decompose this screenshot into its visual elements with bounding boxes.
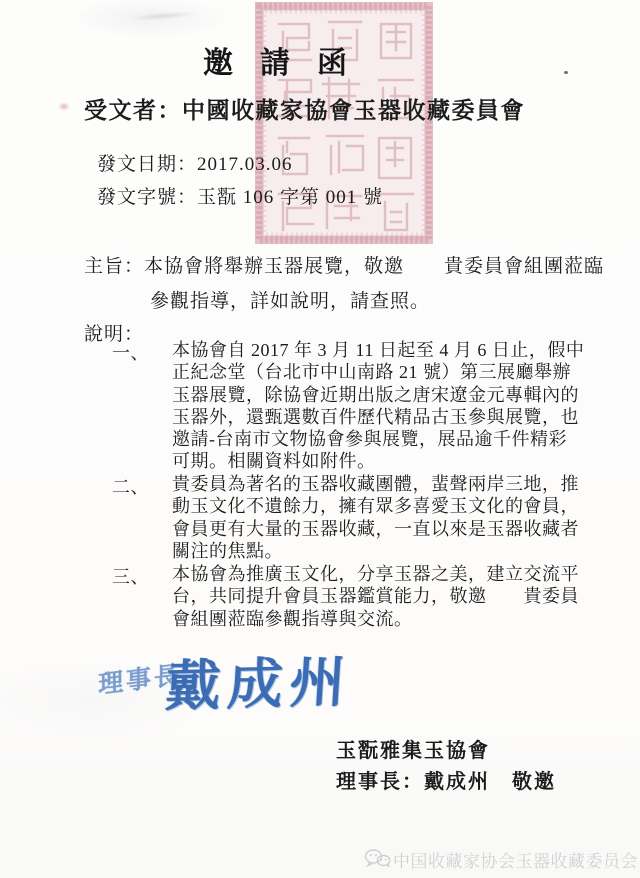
- wechat-icon: [364, 849, 391, 867]
- item-line: 玉器展覽，除協會近期出版之唐宋遼金元專輯內的: [172, 384, 579, 405]
- issue-date-label: 發文日期：: [97, 154, 198, 175]
- recipient-line: 受文者：中國收藏家協會玉器收藏委員會: [84, 98, 525, 123]
- reference-number-value: 玉翫 106 字第 001 號: [197, 187, 384, 208]
- item-number: 一、: [112, 343, 149, 363]
- item-number: 三、: [112, 567, 149, 587]
- item-text: [172, 473, 640, 562]
- pink-ink-speck: [58, 102, 70, 111]
- item-line: 本協會為推廣玉文化，分享玉器之美，建立交流平: [172, 564, 579, 584]
- issue-date-value: 2017.03.06: [197, 154, 293, 175]
- item-line: 台，共同提升會員玉器鑑賞能力，敬邀 貴委員: [172, 586, 579, 607]
- item-line: 邀請-台南市文物協會參與展覽，展品逾千件精彩: [172, 429, 567, 450]
- item-line: 關注的焦點。: [172, 540, 283, 561]
- reference-number-line: [97, 182, 383, 209]
- letter-title: 邀請函: [203, 47, 374, 80]
- item-line: 動玉文化不遺餘力，擁有眾多喜愛玉文化的會員，: [172, 496, 579, 517]
- signature-stamp-name: 戴成州: [163, 651, 354, 718]
- item-line: 本協會自 2017 年 3 月 11 日起至 4 月 6 日止，假中: [172, 340, 585, 360]
- explanation-item-3: [112, 563, 640, 630]
- closing-chairman-line: 理事長：戴成州 敬邀: [336, 771, 556, 793]
- explanation-label: 說明：: [84, 324, 145, 345]
- item-line: 會員更有大量的玉器收藏，一直以來是玉器收藏者: [172, 518, 579, 539]
- item-line: 貴委員為著名的玉器收藏團體，蜚聲兩岸三地，推: [172, 474, 579, 494]
- issue-date-line: [97, 149, 293, 176]
- subject-line-2: 參觀指導，詳如說明，請查照。: [150, 291, 431, 312]
- item-text: [172, 563, 640, 630]
- footer-watermark-text: 中国收藏家协会玉器收藏委员会: [393, 852, 638, 871]
- item-line: 會組團蒞臨參觀指導與交流。: [172, 608, 413, 629]
- signature-stamp-title: 理事長: [98, 661, 182, 700]
- item-line: 可期。相關資料如附件。: [172, 451, 376, 472]
- closing-organization: 玉翫雅集玉協會: [336, 740, 490, 762]
- explanation-item-2: [112, 473, 640, 562]
- scan-smudge: [128, 10, 198, 23]
- subject-line-1: 主旨：本協會將舉辦玉器展覽，敬邀 貴委員會組團蒞臨: [84, 256, 605, 277]
- reference-number-label: 發文字號：: [97, 187, 198, 208]
- item-line: 正紀念堂（台北市中山南路 21 號）第三展廳舉辦: [172, 362, 571, 383]
- item-number: 二、: [112, 477, 149, 497]
- explanation-item-1: [112, 339, 640, 473]
- ink-dot-speck: [564, 71, 568, 74]
- item-line: 玉器外，還甄選數百件歷代精品古玉參與展覽，也: [172, 406, 579, 427]
- item-text: [172, 339, 640, 473]
